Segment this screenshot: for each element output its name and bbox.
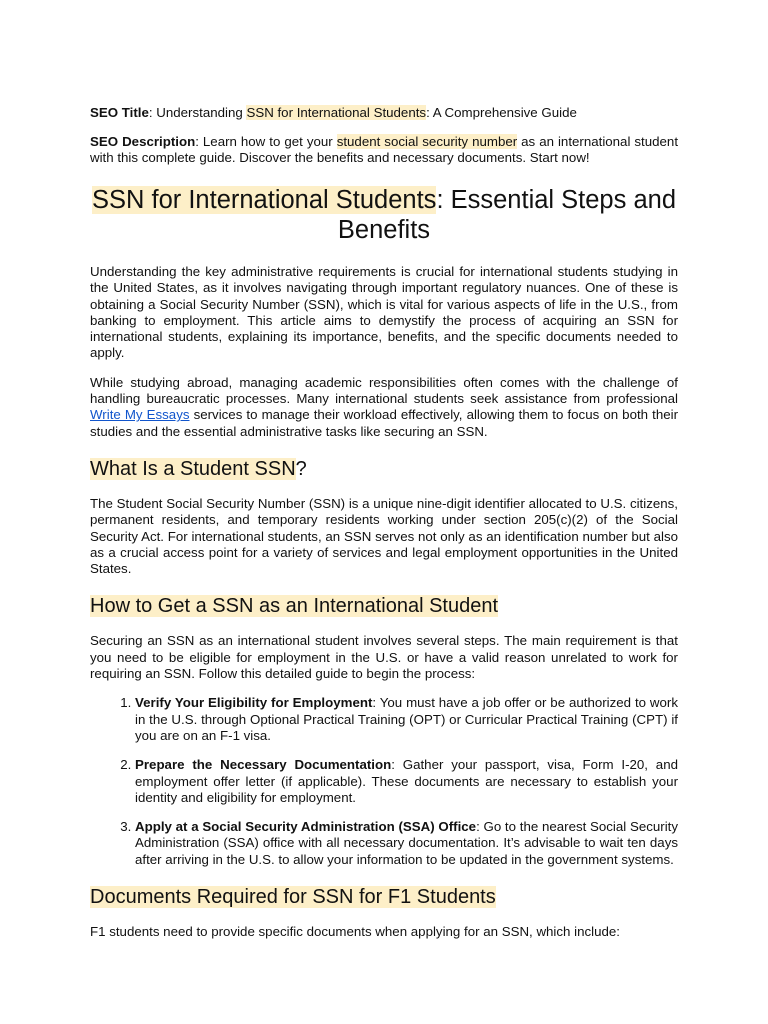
seo-title-keyword: SSN for International Students: [246, 105, 427, 120]
services-paragraph-after: services to manage their workload effectively, allowing them to focus on both their studies and the essential administrative tasks like securing an SSN.: [90, 407, 678, 439]
seo-title: [90, 105, 678, 121]
step-text: : You must have a job offer or be authorized to work in the U.S. through Optional Practical Training (OPT) or Curricular Practical Training (CPT) if you are on an F-1 visa.: [135, 695, 678, 743]
step-title: Apply at a Social Security Administration (SSA) Office: [135, 819, 477, 835]
list-item: [135, 819, 678, 868]
seo-title-prefix: : Understanding: [148, 105, 247, 120]
seo-description-suffix: as an international student with this complete guide. Discover the benefits and necessary documents. Start now!: [90, 134, 679, 165]
seo-description-label: SEO Description: [90, 134, 196, 149]
seo-description: [90, 134, 678, 166]
intro-paragraph: Understanding the key administrative requirements is crucial for international students studying in the United States, as it involves navigating through important regulatory nuances. One of these is obtaining a Social Security Number (SSN), which is vital for various aspects of life in the U.S., from banking to employment. This article aims to demystify the process of acquiring an SSN for international students, explaining its importance, benefits, and the specific documents needed to apply.: [90, 264, 678, 361]
heading-how-keyword: How to Get a SSN as an International Student: [90, 595, 499, 618]
seo-description-keyword: student social security number: [336, 134, 518, 149]
list-item: [135, 757, 678, 806]
heading-how-to-get-ssn: [90, 594, 678, 618]
step-text: : Go to the nearest Social Security Administration (SSA) office with all necessary documentation. It’s advisable to wait ten days after arriving in the U.S. to allow your information to be updated in the government systems.: [135, 819, 678, 867]
step-title: Verify Your Eligibility for Employment: [135, 695, 373, 711]
seo-description-prefix: : Learn how to get your: [195, 134, 337, 149]
steps-list: [90, 695, 678, 868]
heading-what-keyword: What Is a Student SSN: [90, 457, 296, 480]
services-paragraph-before: While studying abroad, managing academic responsibilities often comes with the challenge of handling bureaucratic processes. Many international students seek assistance from professional: [90, 374, 678, 407]
what-is-ssn-paragraph: The Student Social Security Number (SSN) is a unique nine-digit identifier allocated to U.S. citizens, permanent residents, and temporary residents working under section 205(c)(2) of the Social Security Act. For international students, an SSN serves not only as an identification number but also as a crucial access point for a variety of services and legal employment opportunities in the United States.: [90, 495, 678, 577]
heading-docs-keyword: Documents Required for SSN for F1 Students: [90, 886, 496, 909]
step-text: : Gather your passport, visa, Form I-20, and employment offer letter (if applicable). These documents are necessary to establish your identity and eligibility for employment.: [135, 757, 678, 805]
list-item: [135, 695, 678, 744]
main-heading-rest: : Essential Steps and Benefits: [337, 186, 676, 244]
seo-title-suffix: : A Comprehensive Guide: [426, 105, 577, 120]
documents-paragraph: F1 students need to provide specific documents when applying for an SSN, which include:: [90, 924, 620, 940]
services-paragraph: [90, 375, 678, 440]
how-to-get-paragraph: Securing an SSN as an international student involves several steps. The main requirement is that you need to be eligible for employment in the U.S. or have a valid reason unrelated to work for requiring an SSN. Follow this detailed guide to begin the process:: [90, 633, 678, 682]
seo-title-label: SEO Title: [90, 105, 149, 120]
write-my-essays-link[interactable]: Write My Essays: [90, 407, 190, 423]
heading-what-is-student-ssn: [90, 457, 678, 481]
heading-what-rest: ?: [295, 457, 307, 480]
main-heading: [90, 185, 678, 245]
heading-documents-required: [90, 885, 678, 909]
main-heading-keyword: SSN for International Students: [91, 186, 437, 214]
step-title: Prepare the Necessary Documentation: [135, 757, 392, 773]
